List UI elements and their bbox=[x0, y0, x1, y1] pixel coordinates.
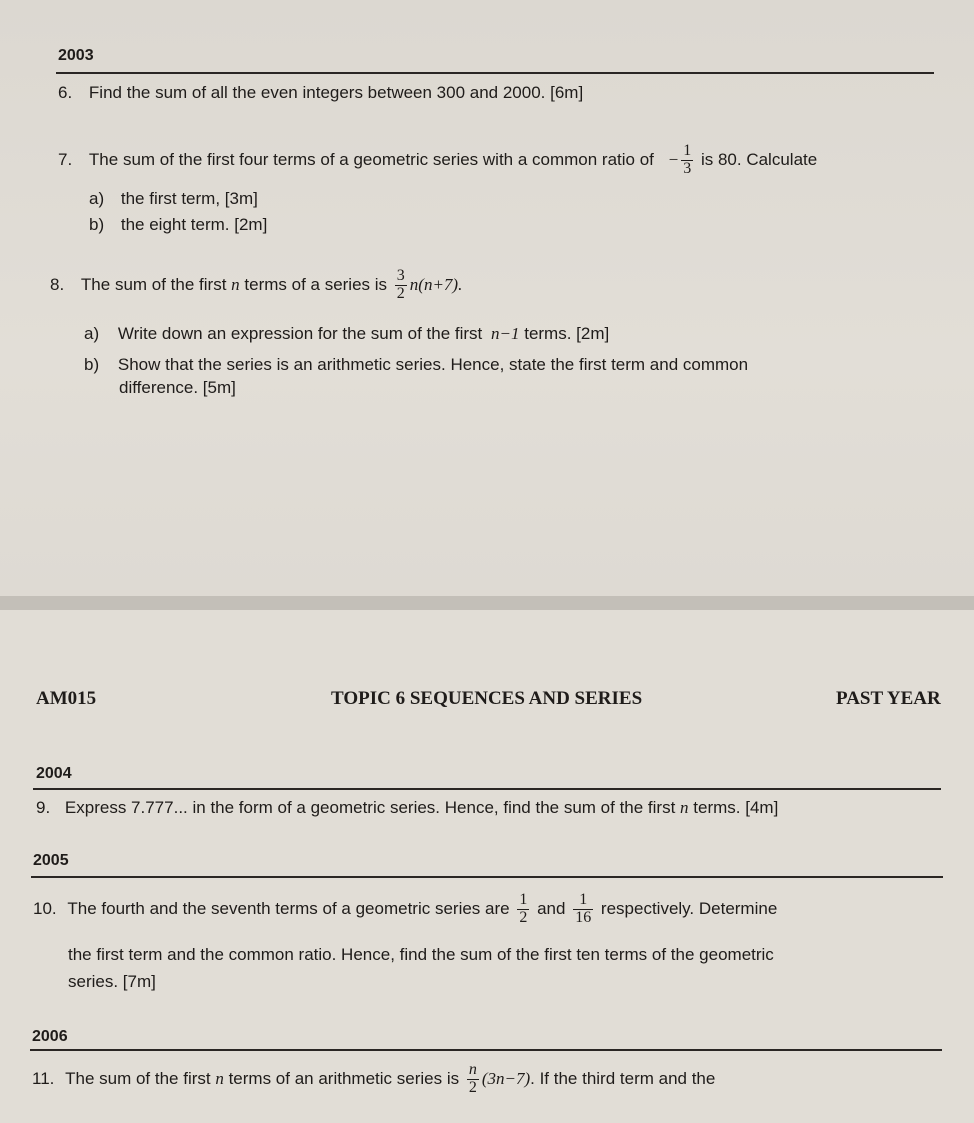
question-7-text: The sum of the first four terms of a geometric series with a common ratio of bbox=[88, 149, 654, 169]
question-11-text-after: . If the third term and the bbox=[530, 1068, 716, 1088]
question-7-number: 7. bbox=[58, 149, 73, 169]
fourth-term-numerator: 1 bbox=[519, 891, 528, 908]
year-2004-rule bbox=[33, 788, 941, 790]
question-11-number: 11. bbox=[32, 1068, 55, 1088]
question-11-text-mid: terms of an arithmetic series is bbox=[228, 1068, 460, 1088]
question-9 bbox=[36, 798, 778, 818]
seventh-term-fraction bbox=[573, 892, 593, 927]
seventh-term-numerator: 1 bbox=[573, 892, 593, 910]
arithmetic-sum-expression: (3n−7) bbox=[481, 1068, 531, 1088]
series-fraction bbox=[395, 268, 407, 303]
question-8b-line-1: Show that the series is an arithmetic series. Hence, state the first term and common bbox=[117, 355, 749, 374]
year-2005-rule bbox=[31, 876, 943, 878]
question-8-text: The sum of the first bbox=[80, 274, 227, 294]
lower-page bbox=[0, 610, 974, 1123]
question-8-text-mid: terms of a series is bbox=[244, 274, 388, 294]
year-2006-heading: 2006 bbox=[32, 1028, 68, 1045]
question-11-text: The sum of the first bbox=[65, 1068, 211, 1088]
series-fraction-denominator: 2 bbox=[396, 284, 405, 302]
question-8a-text-after: terms. [2m] bbox=[524, 324, 610, 343]
variable-n: n bbox=[231, 274, 240, 294]
question-7b-text: the eight term. [2m] bbox=[120, 215, 268, 234]
question-7a-text: the first term, [3m] bbox=[120, 189, 258, 208]
question-8 bbox=[50, 268, 462, 303]
question-8a-expression: n−1 bbox=[491, 324, 520, 343]
year-2003-heading: 2003 bbox=[58, 47, 94, 64]
question-8b bbox=[84, 355, 748, 375]
question-9-text-after: terms. [4m] bbox=[693, 798, 779, 817]
ratio-numerator: 1 bbox=[683, 142, 692, 159]
question-8a-label: a) bbox=[84, 324, 100, 343]
question-8-number: 8. bbox=[50, 274, 65, 294]
question-8a bbox=[84, 324, 609, 344]
question-10 bbox=[33, 892, 777, 927]
question-10-text: The fourth and the seventh terms of a geometric series are bbox=[67, 898, 510, 918]
question-7 bbox=[58, 143, 817, 178]
year-2003-rule bbox=[56, 72, 934, 74]
page-seam bbox=[0, 596, 974, 610]
series-fraction-numerator: 3 bbox=[396, 267, 405, 284]
question-8a-text: Write down an expression for the sum of the first bbox=[117, 324, 483, 343]
question-7-text-after: is 80. Calculate bbox=[700, 149, 818, 169]
course-code: AM015 bbox=[36, 688, 97, 709]
question-10-line-3: series. [7m] bbox=[68, 972, 156, 991]
question-7a bbox=[89, 189, 258, 209]
ratio-sign: − bbox=[668, 149, 679, 169]
variable-n: n bbox=[680, 798, 689, 817]
question-7a-label: a) bbox=[89, 189, 105, 208]
and-word: and bbox=[537, 898, 566, 918]
year-2006-rule bbox=[30, 1049, 942, 1051]
question-9-number: 9. bbox=[36, 798, 51, 817]
question-7b-label: b) bbox=[89, 215, 105, 234]
question-9-text: Express 7.777... in the form of a geometric series. Hence, find the sum of the first bbox=[64, 798, 676, 817]
question-6-number: 6. bbox=[58, 83, 73, 102]
question-8b-line-2: difference. [5m] bbox=[119, 378, 236, 397]
question-7b bbox=[89, 215, 267, 235]
arithmetic-sum-numerator: n bbox=[468, 1061, 477, 1078]
year-2004-heading: 2004 bbox=[36, 765, 72, 782]
topic-title: TOPIC 6 SEQUENCES AND SERIES bbox=[331, 688, 643, 709]
arithmetic-sum-fraction bbox=[467, 1062, 479, 1097]
question-6-text: Find the sum of all the even integers between 300 and 2000. [6m] bbox=[88, 83, 584, 102]
question-10-line-2: the first term and the common ratio. Hence, find the sum of the first ten terms of the geometric bbox=[68, 945, 774, 964]
question-6 bbox=[58, 83, 583, 103]
year-2005-heading: 2005 bbox=[33, 852, 69, 869]
ratio-fraction bbox=[681, 143, 693, 178]
arithmetic-sum-denominator: 2 bbox=[468, 1078, 477, 1096]
fourth-term-fraction bbox=[517, 892, 529, 927]
question-10-text-after: respectively. Determine bbox=[600, 898, 778, 918]
ratio-denominator: 3 bbox=[683, 159, 692, 177]
variable-n: n bbox=[215, 1068, 224, 1088]
past-year-label: PAST YEAR bbox=[836, 688, 941, 709]
fourth-term-denominator: 2 bbox=[519, 908, 528, 926]
question-8b-label: b) bbox=[84, 355, 100, 374]
question-11 bbox=[32, 1062, 715, 1097]
question-10-number: 10. bbox=[33, 898, 57, 918]
seventh-term-denominator: 16 bbox=[575, 908, 592, 926]
series-expression: n(n+7). bbox=[409, 274, 463, 294]
